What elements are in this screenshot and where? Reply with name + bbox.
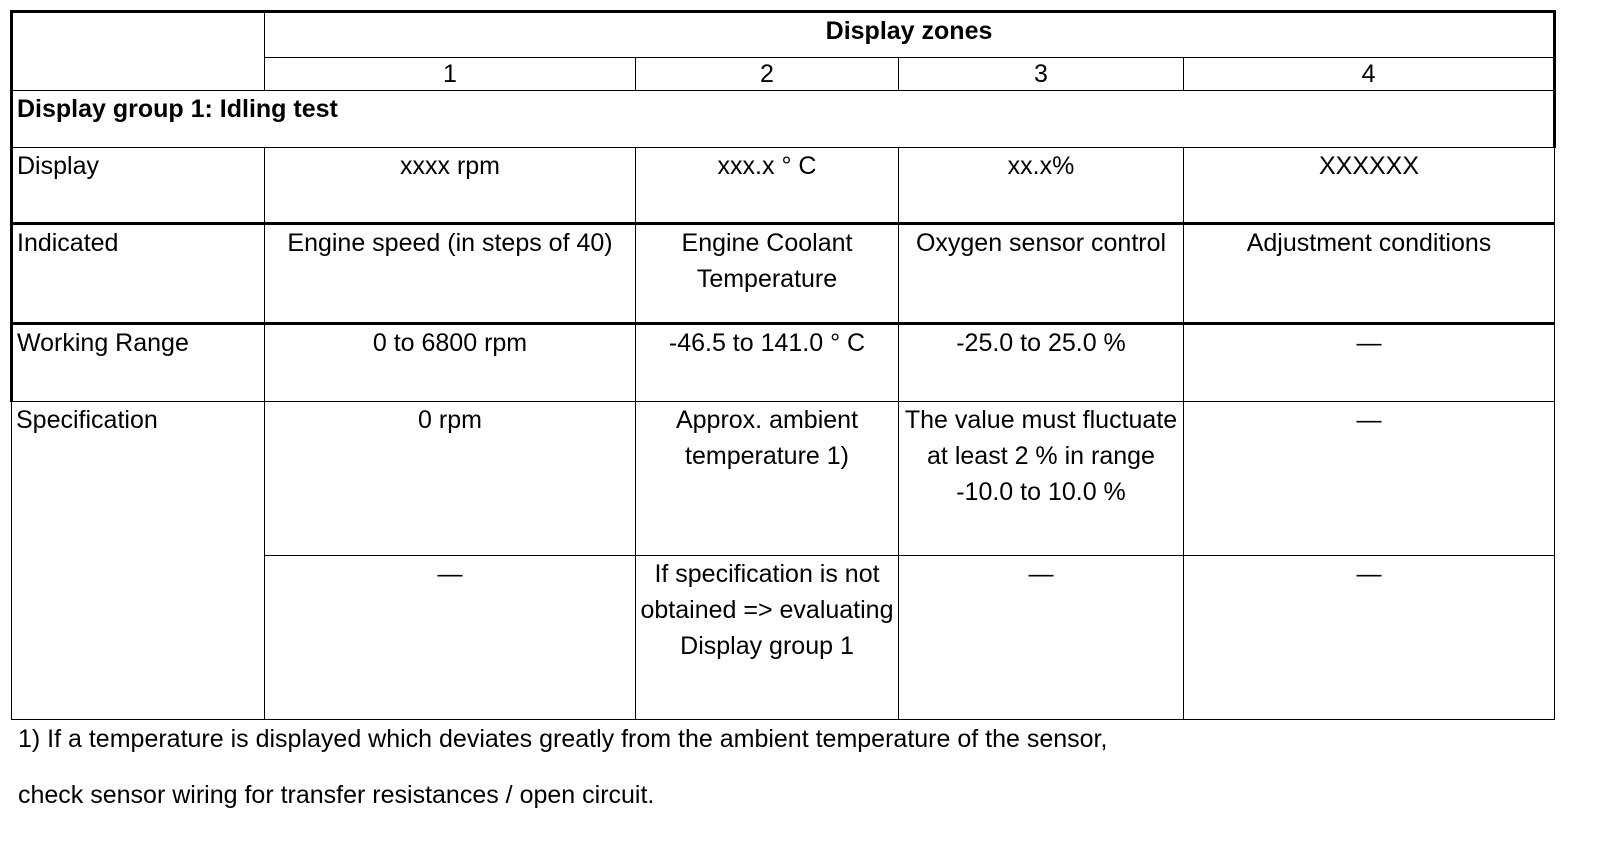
display-group-table <box>10 10 1556 720</box>
table-row <box>12 224 1555 324</box>
display-group-title: Display group 1: Idling test <box>12 91 1555 148</box>
zone-number: 3 <box>899 58 1184 91</box>
table-cell: -25.0 to 25.0 % <box>899 324 1184 402</box>
table-cell: xxxx rpm <box>265 148 636 224</box>
table-cell: — <box>265 556 636 720</box>
table-cell: 0 to 6800 rpm <box>265 324 636 402</box>
table-cell: XXXXXX <box>1184 148 1555 224</box>
table-cell: The value must fluctuate at least 2 % in range -10.0 to 10.0 % <box>899 402 1184 556</box>
row-label: Indicated <box>12 224 265 324</box>
table-cell: — <box>1184 556 1555 720</box>
table-cell: Engine speed (in steps of 40) <box>265 224 636 324</box>
table-cell: If specification is not obtained => evaluating Display group 1 <box>636 556 899 720</box>
table-cell: — <box>1184 324 1555 402</box>
table-cell: xxx.x ° C <box>636 148 899 224</box>
row-label: Working Range <box>12 324 265 402</box>
table-cell: Approx. ambient temperature 1) <box>636 402 899 556</box>
table-cell: Engine Coolant Temperature <box>636 224 899 324</box>
zone-number: 1 <box>265 58 636 91</box>
table-row <box>12 148 1555 224</box>
table-cell: 0 rpm <box>265 402 636 556</box>
table-cell: — <box>899 556 1184 720</box>
table-cell: -46.5 to 141.0 ° C <box>636 324 899 402</box>
footnote-line-1: 1) If a temperature is displayed which deviates greatly from the ambient temperature of the sensor, <box>18 725 1108 753</box>
zone-number: 2 <box>636 58 899 91</box>
header-corner-cell <box>12 12 265 91</box>
row-label: Specification <box>12 402 265 720</box>
display-zones-header: Display zones <box>265 12 1555 58</box>
zone-number: 4 <box>1184 58 1555 91</box>
footnote-line-2: check sensor wiring for transfer resistances / open circuit. <box>18 781 655 809</box>
table-cell: — <box>1184 402 1555 556</box>
table-cell: Adjustment conditions <box>1184 224 1555 324</box>
table-cell: Oxygen sensor control <box>899 224 1184 324</box>
table-cell: xx.x% <box>899 148 1184 224</box>
table-row <box>12 324 1555 402</box>
row-label: Display <box>12 148 265 224</box>
table-row <box>12 402 1555 556</box>
